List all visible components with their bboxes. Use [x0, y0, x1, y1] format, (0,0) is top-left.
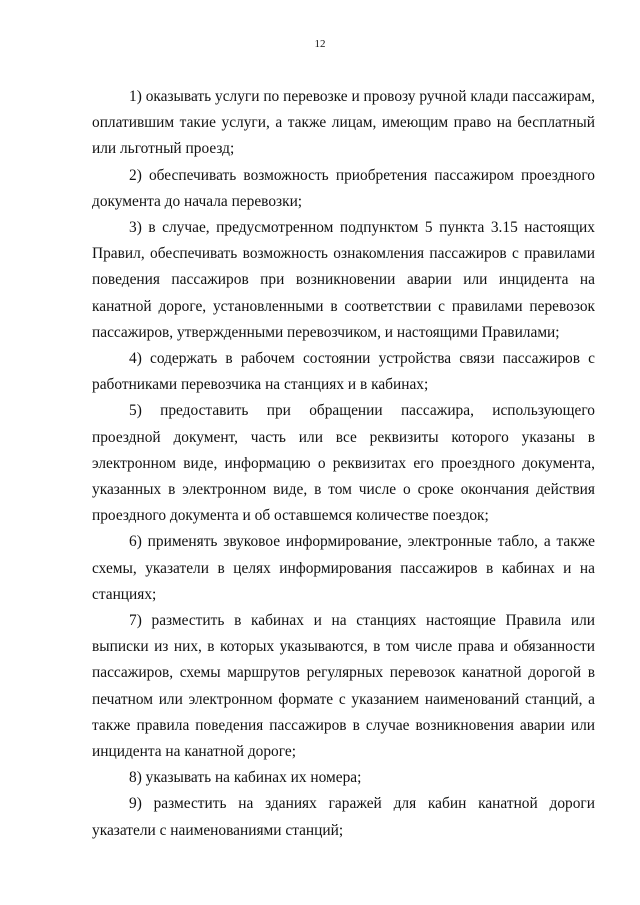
page-number: 12 — [314, 38, 326, 50]
paragraph-item-4: 4) содержать в рабочем состоянии устройства связи пассажиров с работниками перевозчика на станциях и в кабинах; — [92, 350, 595, 394]
paragraph-item-5: 5) предоставить при обращении пассажира, использующего проездной документ, часть или все реквизиты которого указаны в электронном виде, информацию о реквизитах его проездного документа, указанных в электронном виде, в том числе о сроке окончания действия проездного документа и об оставшемся количестве поездок; — [92, 402, 595, 525]
document-body — [92, 84, 595, 844]
paragraph-item-1: 1) оказывать услуги по перевозке и провозу ручной клади пассажирам, оплатившим такие услуги, а также лицам, имеющим право на бесплатный или льготный проезд; — [92, 88, 595, 158]
paragraph-item-3: 3) в случае, предусмотренном подпунктом 5 пункта 3.15 настоящих Правил, обеспечивать возможность ознакомления пассажиров с правилами поведения пассажиров при возникновении аварии или инцидента на канатной дороге, установленными в соответствии с правилами перевозок пассажиров, утвержденными перевозчиком, и настоящими Правилами; — [92, 219, 595, 341]
paragraph-item-2: 2) обеспечивать возможность приобретения пассажиром проездного документа до начала перевозки; — [92, 166, 595, 210]
paragraph-item-9: 9) разместить на зданиях гаражей для кабин канатной дороги указатели с наименованиями станций; — [92, 795, 595, 839]
paragraph-item-6: 6) применять звуковое информирование, электронные табло, а также схемы, указатели в целях информирования пассажиров в кабинах и на станциях; — [92, 533, 595, 603]
paragraph-item-8: 8) указывать на кабинах их номера; — [129, 769, 362, 787]
paragraph-item-7: 7) разместить в кабинах и на станциях настоящие Правила или выписки из них, в которых указываются, в том числе права и обязанности пассажиров, схемы маршрутов регулярных перевозок канатной дорогой в печатном или электронном формате с указанием наименований станций, а также правила поведения пассажиров в случае возникновения аварии или инцидента на канатной дороге; — [92, 612, 595, 761]
